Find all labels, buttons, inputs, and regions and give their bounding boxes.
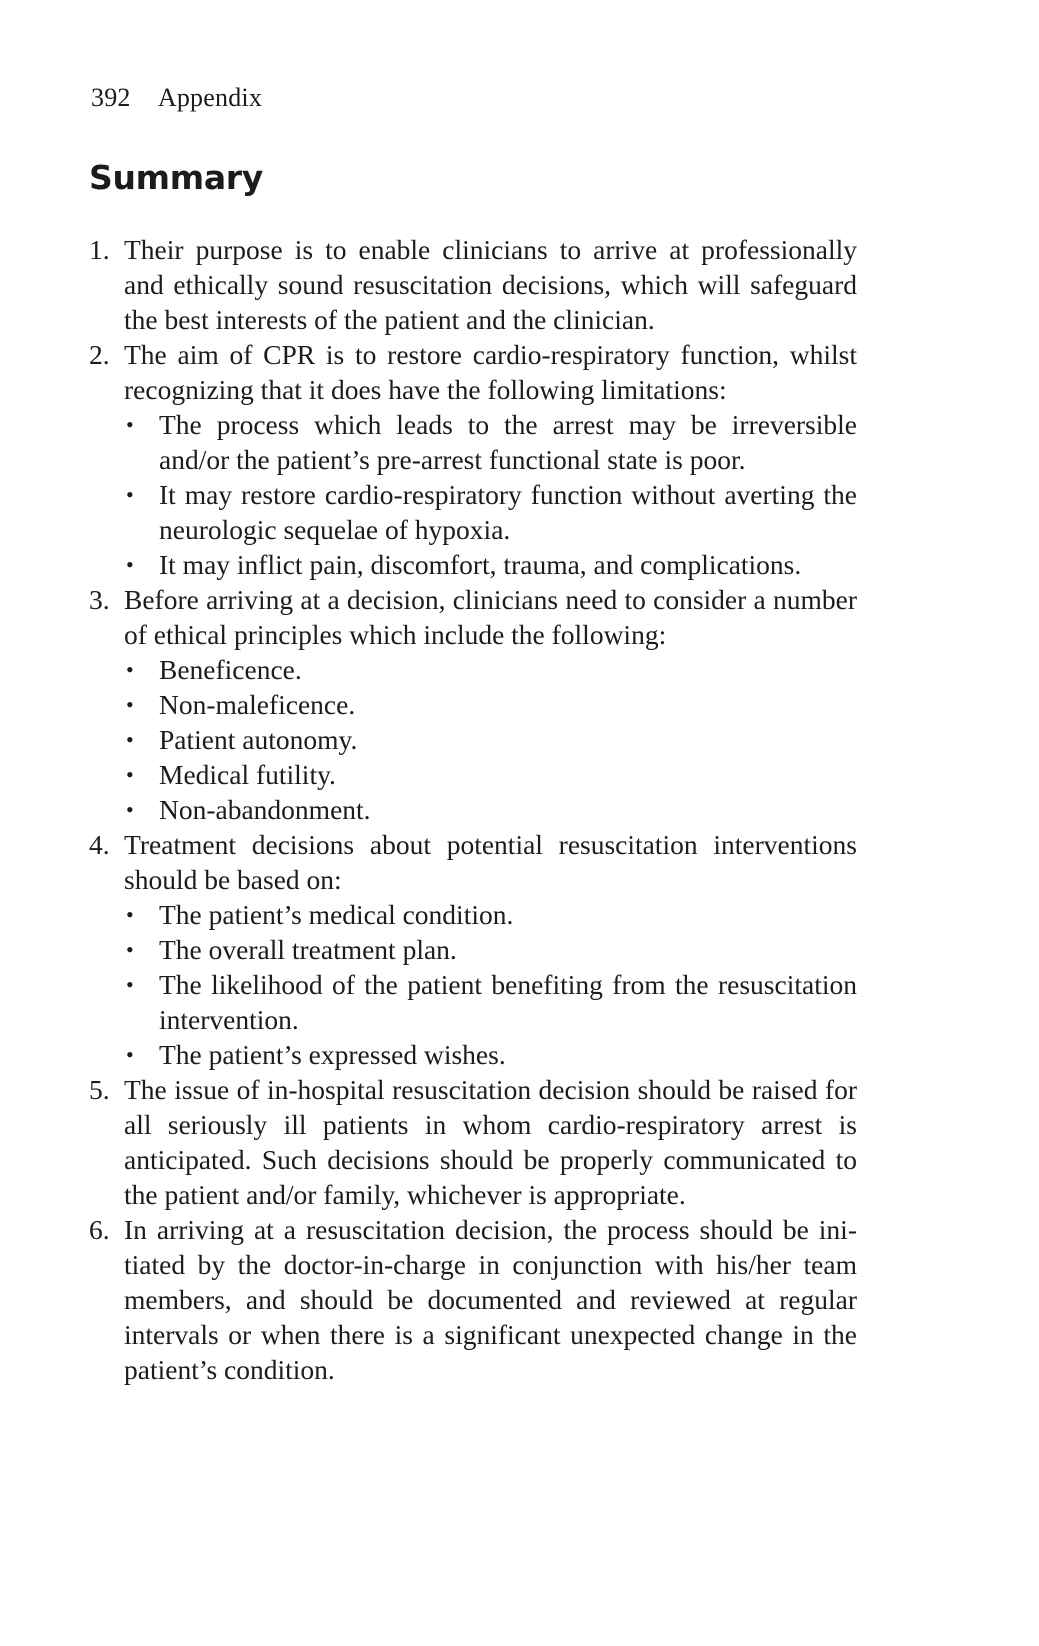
bullet-icon: • — [126, 657, 134, 682]
bullet-icon: • — [126, 412, 134, 437]
bullet-icon: • — [126, 937, 134, 962]
bullet-text: It may restore cardio-respiratory function without averting the neurologic sequelae of hypoxia. — [159, 479, 857, 545]
summary-point — [89, 827, 857, 1072]
bullet-item — [124, 477, 857, 547]
section-title: Summary — [89, 158, 263, 197]
bullet-text: The patient’s expressed wishes. — [159, 1039, 506, 1070]
bullet-text: The likelihood of the patient benefiting from the resuscitation intervention. — [159, 969, 857, 1035]
bullet-icon: • — [126, 762, 134, 787]
page-number: 392 — [91, 83, 131, 112]
bullet-text: The overall treatment plan. — [159, 934, 457, 965]
bullet-text: Non-maleficence. — [159, 689, 356, 720]
bullet-item — [124, 547, 857, 582]
bullet-list — [124, 407, 857, 582]
point-number: 1. — [89, 234, 110, 265]
bullet-item — [124, 897, 857, 932]
point-text: Their purpose is to enable clinicians to arrive at professionally and ethically sound resuscitation decisions, which will safeguard the best interests of the patient and the clinician. — [124, 234, 857, 335]
bullet-item — [124, 967, 857, 1037]
summary-point — [89, 1212, 857, 1387]
point-text: Treatment decisions about potential resuscitation interventions should be based on: — [124, 829, 857, 895]
summary-point — [89, 582, 857, 827]
summary-point — [89, 232, 857, 337]
running-head — [91, 82, 262, 114]
bullet-text: Medical futility. — [159, 759, 336, 790]
bullet-icon: • — [126, 972, 134, 997]
bullet-item — [124, 932, 857, 967]
bullet-text: The process which leads to the arrest may be irreversible and/or the patient’s pre-arrest functional state is poor. — [159, 409, 857, 475]
running-head-section: Appendix — [157, 83, 263, 112]
bullet-text: Beneficence. — [159, 654, 302, 685]
bullet-text: The patient’s medical condition. — [159, 899, 514, 930]
point-number: 2. — [89, 339, 110, 370]
bullet-icon: • — [126, 1042, 134, 1067]
bullet-text: Non-abandonment. — [159, 794, 371, 825]
point-text: The issue of in-hospital resuscitation decision should be raised for all seriously ill patients in whom cardio-respiratory arrest is anticipated. Such decisions should be properly communicated to the patient and/or family, whichever is appropriate. — [124, 1074, 857, 1210]
bullet-item — [124, 722, 857, 757]
bullet-icon: • — [126, 692, 134, 717]
point-text: The aim of CPR is to restore cardio-respiratory function, whilst recognizing that it does have the following limitations: — [124, 339, 857, 405]
bullet-icon: • — [126, 727, 134, 752]
bullet-item — [124, 687, 857, 722]
point-text: Before arriving at a decision, clinicians need to consider a number of ethical principles which include the following: — [124, 584, 857, 650]
bullet-icon: • — [126, 482, 134, 507]
bullet-list — [124, 897, 857, 1072]
bullet-icon: • — [126, 552, 134, 577]
summary-list — [89, 232, 857, 1387]
point-number: 4. — [89, 829, 110, 860]
bullet-item — [124, 792, 857, 827]
point-number: 5. — [89, 1074, 110, 1105]
bullet-text: Patient autonomy. — [159, 724, 358, 755]
bullet-item — [124, 407, 857, 477]
bullet-item — [124, 757, 857, 792]
point-number: 6. — [89, 1214, 110, 1245]
bullet-icon: • — [126, 902, 134, 927]
bullet-text: It may inflict pain, discomfort, trauma, and complications. — [159, 549, 802, 580]
bullet-item — [124, 652, 857, 687]
point-text: In arriving at a resuscitation decision, the process should be initiated by the doctor-in-charge in conjunction with his/her team members, and should be documented and reviewed at regular intervals or when there is a significant unexpected change in the patient’s condition. — [124, 1214, 857, 1385]
summary-point — [89, 1072, 857, 1212]
point-number: 3. — [89, 584, 110, 615]
summary-point — [89, 337, 857, 582]
bullet-item — [124, 1037, 857, 1072]
bullet-icon: • — [126, 797, 134, 822]
bullet-list — [124, 652, 857, 827]
